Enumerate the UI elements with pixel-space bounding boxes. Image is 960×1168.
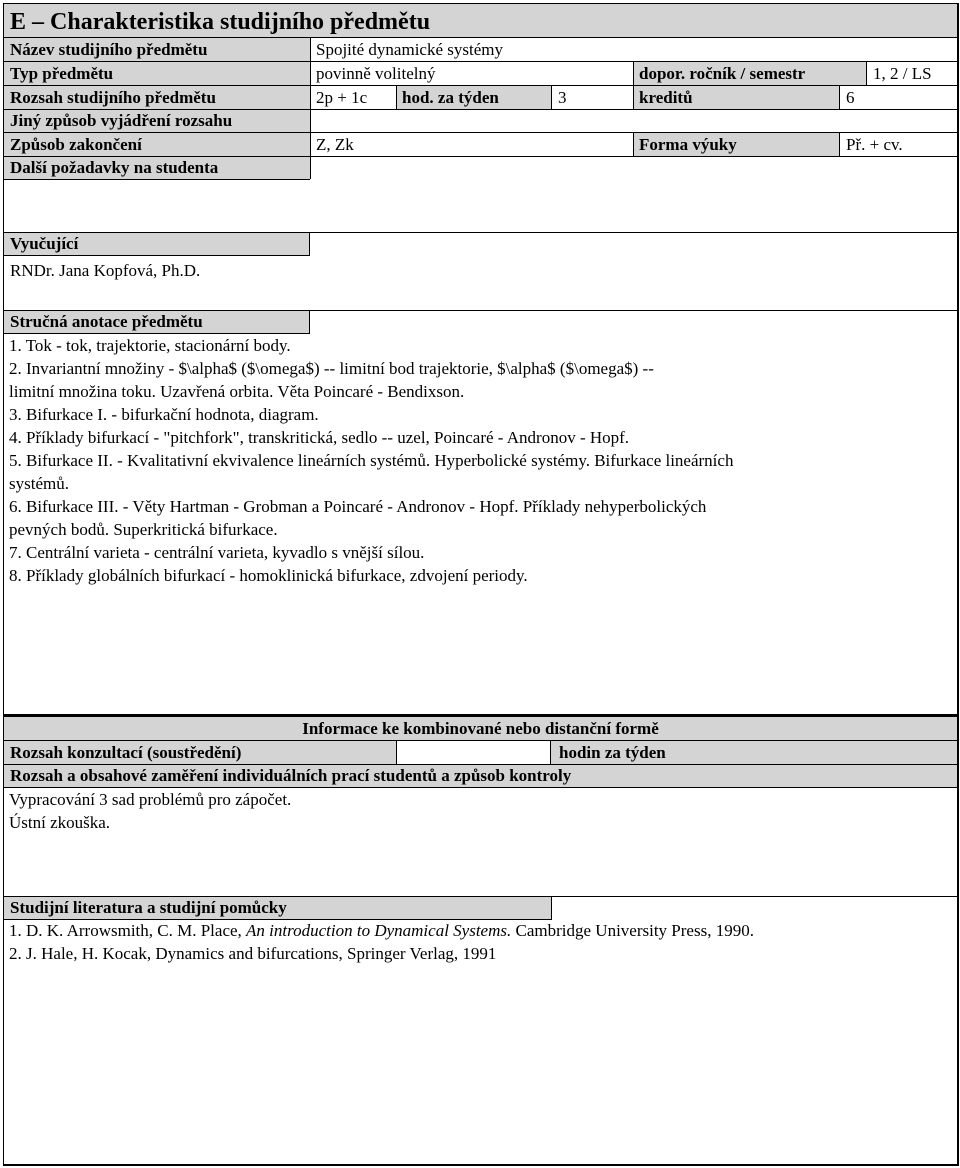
hline bbox=[4, 156, 957, 157]
vline bbox=[839, 132, 840, 156]
literature-item-1-authors: 1. D. K. Arrowsmith, C. M. Place, bbox=[9, 921, 247, 940]
literature-item-1-title: An introduction to Dynamical Systems. bbox=[246, 921, 512, 940]
individual-label-cell bbox=[4, 765, 957, 788]
year-value: 1, 2 / LS bbox=[873, 64, 932, 83]
annotation-label: Stručná anotace předmětu bbox=[10, 312, 203, 331]
teachers-label: Vyučující bbox=[10, 234, 79, 253]
credits-value: 6 bbox=[846, 88, 855, 107]
hline bbox=[4, 132, 957, 133]
consult-label: Rozsah konzultací (soustředění) bbox=[10, 743, 242, 762]
form-value: Př. + cv. bbox=[846, 135, 903, 154]
completion-value: Z, Zk bbox=[316, 135, 354, 154]
individual-label: Rozsah a obsahové zaměření individuálních prací studentů a způsob kontroly bbox=[10, 766, 572, 785]
annotation-line: 5. Bifurkace II. - Kvalitativní ekvivalence lineárních systémů. Hyperbolické systémy. Bifurkace lineárních bbox=[9, 451, 734, 470]
completion-label: Způsob zakončení bbox=[10, 135, 142, 154]
hours-value: 3 bbox=[558, 88, 567, 107]
literature-item-1 bbox=[9, 921, 754, 941]
hours-label: hod. za týden bbox=[402, 88, 499, 107]
frame-bottom-shadow bbox=[3, 1164, 959, 1166]
name-value: Spojité dynamické systémy bbox=[316, 40, 503, 59]
annotation-line: 2. Invariantní množiny - $\alpha$ ($\omega$) -- limitní bod trajektorie, $\alpha$ ($\omega$) -- bbox=[9, 359, 654, 378]
annotation-line: 1. Tok - tok, trajektorie, stacionární body. bbox=[9, 336, 291, 355]
literature-label: Studijní literatura a studijní pomůcky bbox=[10, 898, 287, 917]
requirements-label: Další požadavky na studenta bbox=[10, 158, 219, 177]
individual-line: Vypracování 3 sad problémů pro zápočet. bbox=[9, 790, 292, 809]
form-label: Forma výuky bbox=[639, 135, 737, 154]
literature-item-2: 2. J. Hale, H. Kocak, Dynamics and bifurcations, Springer Verlag, 1991 bbox=[9, 944, 497, 963]
hline bbox=[4, 179, 310, 180]
frame-right-shadow bbox=[957, 3, 959, 1166]
hline bbox=[4, 61, 957, 62]
annotation-text bbox=[9, 336, 909, 589]
combined-heading-cell bbox=[4, 717, 957, 741]
credits-label: kreditů bbox=[639, 88, 693, 107]
consult-value-cell bbox=[396, 741, 551, 765]
vline bbox=[839, 85, 840, 109]
annotation-line: 8. Příklady globálních bifurkací - homoklinická bifurkace, zdvojení periody. bbox=[9, 566, 528, 585]
vline bbox=[866, 61, 867, 85]
annotation-line: 4. Příklady bifurkací - "pitchfork", transkritická, sedlo -- uzel, Poincaré - Andronov - Hopf. bbox=[9, 428, 630, 447]
annotation-line: 3. Bifurkace I. - bifurkační hodnota, diagram. bbox=[9, 405, 319, 424]
consult-label-cell bbox=[4, 741, 396, 765]
page-title: E – Charakteristika studijního předmětu bbox=[10, 9, 431, 35]
teachers-value: RNDr. Jana Kopfová, Ph.D. bbox=[10, 261, 201, 280]
hline bbox=[4, 85, 957, 86]
annotation-line: limitní množina toku. Uzavřená orbita. Věta Poincaré - Bendixson. bbox=[9, 382, 465, 401]
scope-label: Rozsah studijního předmětu bbox=[10, 88, 216, 107]
teachers-label-cell bbox=[4, 233, 310, 256]
annotation-line: 7. Centrální varieta - centrální varieta, kyvadlo s vnější sílou. bbox=[9, 543, 425, 562]
individual-text bbox=[9, 790, 909, 836]
title-bar bbox=[4, 4, 957, 38]
annotation-line: systémů. bbox=[9, 474, 69, 493]
scope-value: 2p + 1c bbox=[316, 88, 368, 107]
year-label: dopor. ročník / semestr bbox=[639, 64, 806, 83]
vline bbox=[396, 85, 397, 109]
other-scope-label: Jiný způsob vyjádření rozsahu bbox=[10, 111, 233, 130]
literature-item-1-publisher: Cambridge University Press, 1990. bbox=[511, 921, 754, 940]
annotation-line: pevných bodů. Superkritická bifurkace. bbox=[9, 520, 278, 539]
type-value: povinně volitelný bbox=[316, 64, 436, 83]
vline bbox=[633, 61, 634, 109]
annotation-line: 6. Bifurkace III. - Věty Hartman - Grobman a Poincaré - Andronov - Hopf. Příklady nehyperbolických bbox=[9, 497, 707, 516]
annotation-label-cell bbox=[4, 311, 310, 334]
vline bbox=[633, 132, 634, 156]
vline bbox=[551, 85, 552, 109]
consult-unit: hodin za týden bbox=[559, 743, 666, 762]
consult-unit-cell bbox=[551, 741, 957, 765]
combined-heading: Informace ke kombinované nebo distanční formě bbox=[302, 719, 659, 738]
literature-label-cell bbox=[4, 897, 552, 920]
individual-line: Ústní zkouška. bbox=[9, 813, 111, 832]
name-label: Název studijního předmětu bbox=[10, 40, 208, 59]
vline bbox=[310, 38, 311, 179]
type-label: Typ předmětu bbox=[10, 64, 114, 83]
hline bbox=[4, 109, 957, 110]
